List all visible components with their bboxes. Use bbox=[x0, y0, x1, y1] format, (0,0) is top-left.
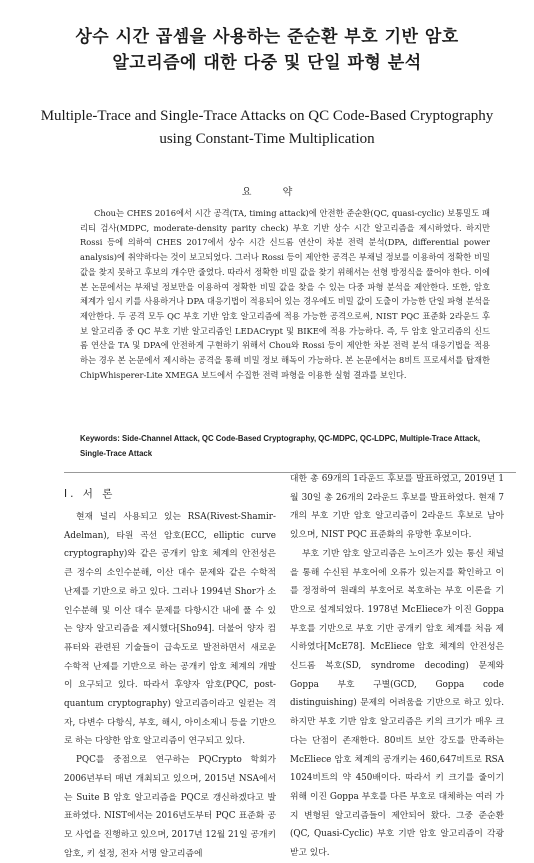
section-heading-introduction: I. 서 론 bbox=[64, 488, 116, 500]
abstract-text: Chou는 CHES 2016에서 시간 공격(TA, timing attack)에 안전한 준순환(QC, quasi-cyclic) 보통밀도 패리티 검사(MDPC, moderate-density parity check) 부호 기반 상수 시간 알고리즘을 제시하였다. 하지만 Rossi 등에 의하여 CHES 2017에서 상수 시간 신드롬 연산이 차분 전력 분석(DPA, differential power analysis)에 취약하다는 것이 보고되었다. 그러나 Rossi 등이 제안한 공격은 부채널 정보를 이용하여 정확한 비밀 값을 찾지 못하고 후보의 개수만 줄였다. 따라서 정확한 비밀 값을 찾기 위해서는 선형 방정식을 풀어야 한다. 이에 본 논문에서는 부채널 정보만을 이용하여 정확한 비밀 값을 찾을 수 있는 다중 파형 분석을 제안한다. 또한, 암호 체계가 임시 키를 사용하거나 DPA 대응기법이 적용되어 있는 경우에도 비밀 값이 도출이 가능한 단일 파형 분석을 제안한다. 두 공격 모두 QC 부호 기반 암호 알고리즘에 적용 가능한 공격으로써, NIST PQC 표준화 2라운드 후보 알고리즘 중 QC 부호 기반 알고리즘인 LEDACrypt 및 BIKE에 적용 가능하다. 즉, 두 암호 알고리즘의 신드롬 연산을 TA 및 DPA에 안전하게 구현하기 위해서 Chou와 Rossi 등이 제안한 차분 전력 분석 대응기법을 적용하는 경우 본 논문에서 제시하는 공격을 통해 비밀 정보 해독이 가능하다. 본 논문에서는 8비트 프로세서를 탑재한 ChipWhisperer-Lite XMEGA 보드에서 수집한 전력 파형을 이용한 실험 결과를 보인다. bbox=[80, 208, 490, 380]
english-title-line-1: Multiple-Trace and Single-Trace Attacks on QC Code-Based Cryptography bbox=[40, 108, 494, 124]
abstract-heading: 요 약 bbox=[241, 187, 307, 198]
body-right-column bbox=[290, 470, 504, 863]
korean-title-line-1: 상수 시간 곱셈을 사용하는 준순환 부호 기반 암호 bbox=[75, 27, 459, 47]
paragraph: 대한 총 69개의 1라운드 후보를 발표하였고, 2019년 1월 30일 총 26개의 2라운드 후보를 발표하였다. 현재 7개의 부호 기반 암호 알고리즘이 2라운드 후보로 남아 있으며, NIST PQC 표준화의 유망한 후보이다. bbox=[290, 474, 504, 541]
paragraph: 부호 기반 암호 알고리즘은 노이즈가 있는 통신 채널을 통해 수신된 부호어에 오류가 있는지를 확인하고 이를 정정하여 원래의 부호어로 복호하는 부호 이론을 기반으로 설계되었다. 1978년 McEliece가 이진 Goppa 부호를 기반으로 부호 기반 공개키 암호 체계를 처음 제시하였다[McE78]. McEliece 암호 체계의 안전성은 신드롬 복호(SD, syndrome decoding) 문제와 Goppa 부호 구별(GCD, Goppa code distinguishing) 문제의 어려움을 기반으로 하고 있다. 하지만 부호 기반 암호 알고리즘은 키의 크기가 매우 크다는 단점이 존재한다. 80비트 보안 강도를 만족하는 McEliece 암호 체계의 공개키는 460,647비트로 RSA 1024비트의 약 450배이다. 따라서 키 크기를 줄이기 위해 이진 Goppa 부호를 다른 부호로 대체하는 여러 가지 변형된 알고리즘들이 제안되어 왔다. 그중 준순환(QC, Quasi-Cyclic) 부호 기반 암호 알고리즘이 각광받고 있다. bbox=[290, 548, 504, 859]
keywords-text: Side-Channel Attack, QC Code-Based Cryptography, QC-MDPC, QC-LDPC, Multiple-Trace Attack, Single-Trace Attack bbox=[80, 434, 481, 458]
korean-title-line-2: 알고리즘에 대한 다중 및 단일 파형 분석 bbox=[112, 53, 422, 73]
body-left-column bbox=[64, 508, 276, 863]
paragraph: PQC를 중점으로 연구하는 PQCrypto 학회가 2006년부터 매년 개최되고 있으며, 2015년 NSA에서는 Suite B 암호 알고리즘을 PQC로 갱신하겠다고 발표하였다. NIST에서는 2016년도부터 PQC 표준화 공모 사업을 진행하고 있으며, 2017년 12월 21일 공개키 암호, 키 설정, 전자 서명 알고리즘에 bbox=[64, 755, 276, 859]
paragraph: 현재 널리 사용되고 있는 RSA(Rivest-Shamir-Adelman), 타원 곡선 암호(ECC, elliptic curve cryptography)와 같은 공개키 암호 체계의 안전성은 큰 정수의 소인수분해, 이산 대수 문제와 같은 수학적 난제를 기반으로 하고 있다. 그러나 1994년 Shor가 소인수분해 및 이산 대수 문제를 다항시간 내에 풀 수 있는 양자 알고리즘을 제시했다[Sho94]. 더불어 양자 컴퓨터와 관련된 기술들이 급속도로 발전하면서 새로운 수학적 난제를 기반으로 하는 공개키 암호 체계의 개발이 요구되고 있다. 따라서 후양자 암호(PQC, post-quantum cryptography) 알고리즘이라고 일컫는 격자, 다변수 다항식, 부호, 해시, 아이소제니 등을 기반으로 하는 다양한 암호 알고리즘이 연구되고 있다. bbox=[64, 512, 276, 747]
keywords bbox=[80, 431, 490, 461]
keywords-label: Keywords: bbox=[80, 434, 120, 443]
english-title-line-2: using Constant-Time Multiplication bbox=[159, 131, 375, 147]
